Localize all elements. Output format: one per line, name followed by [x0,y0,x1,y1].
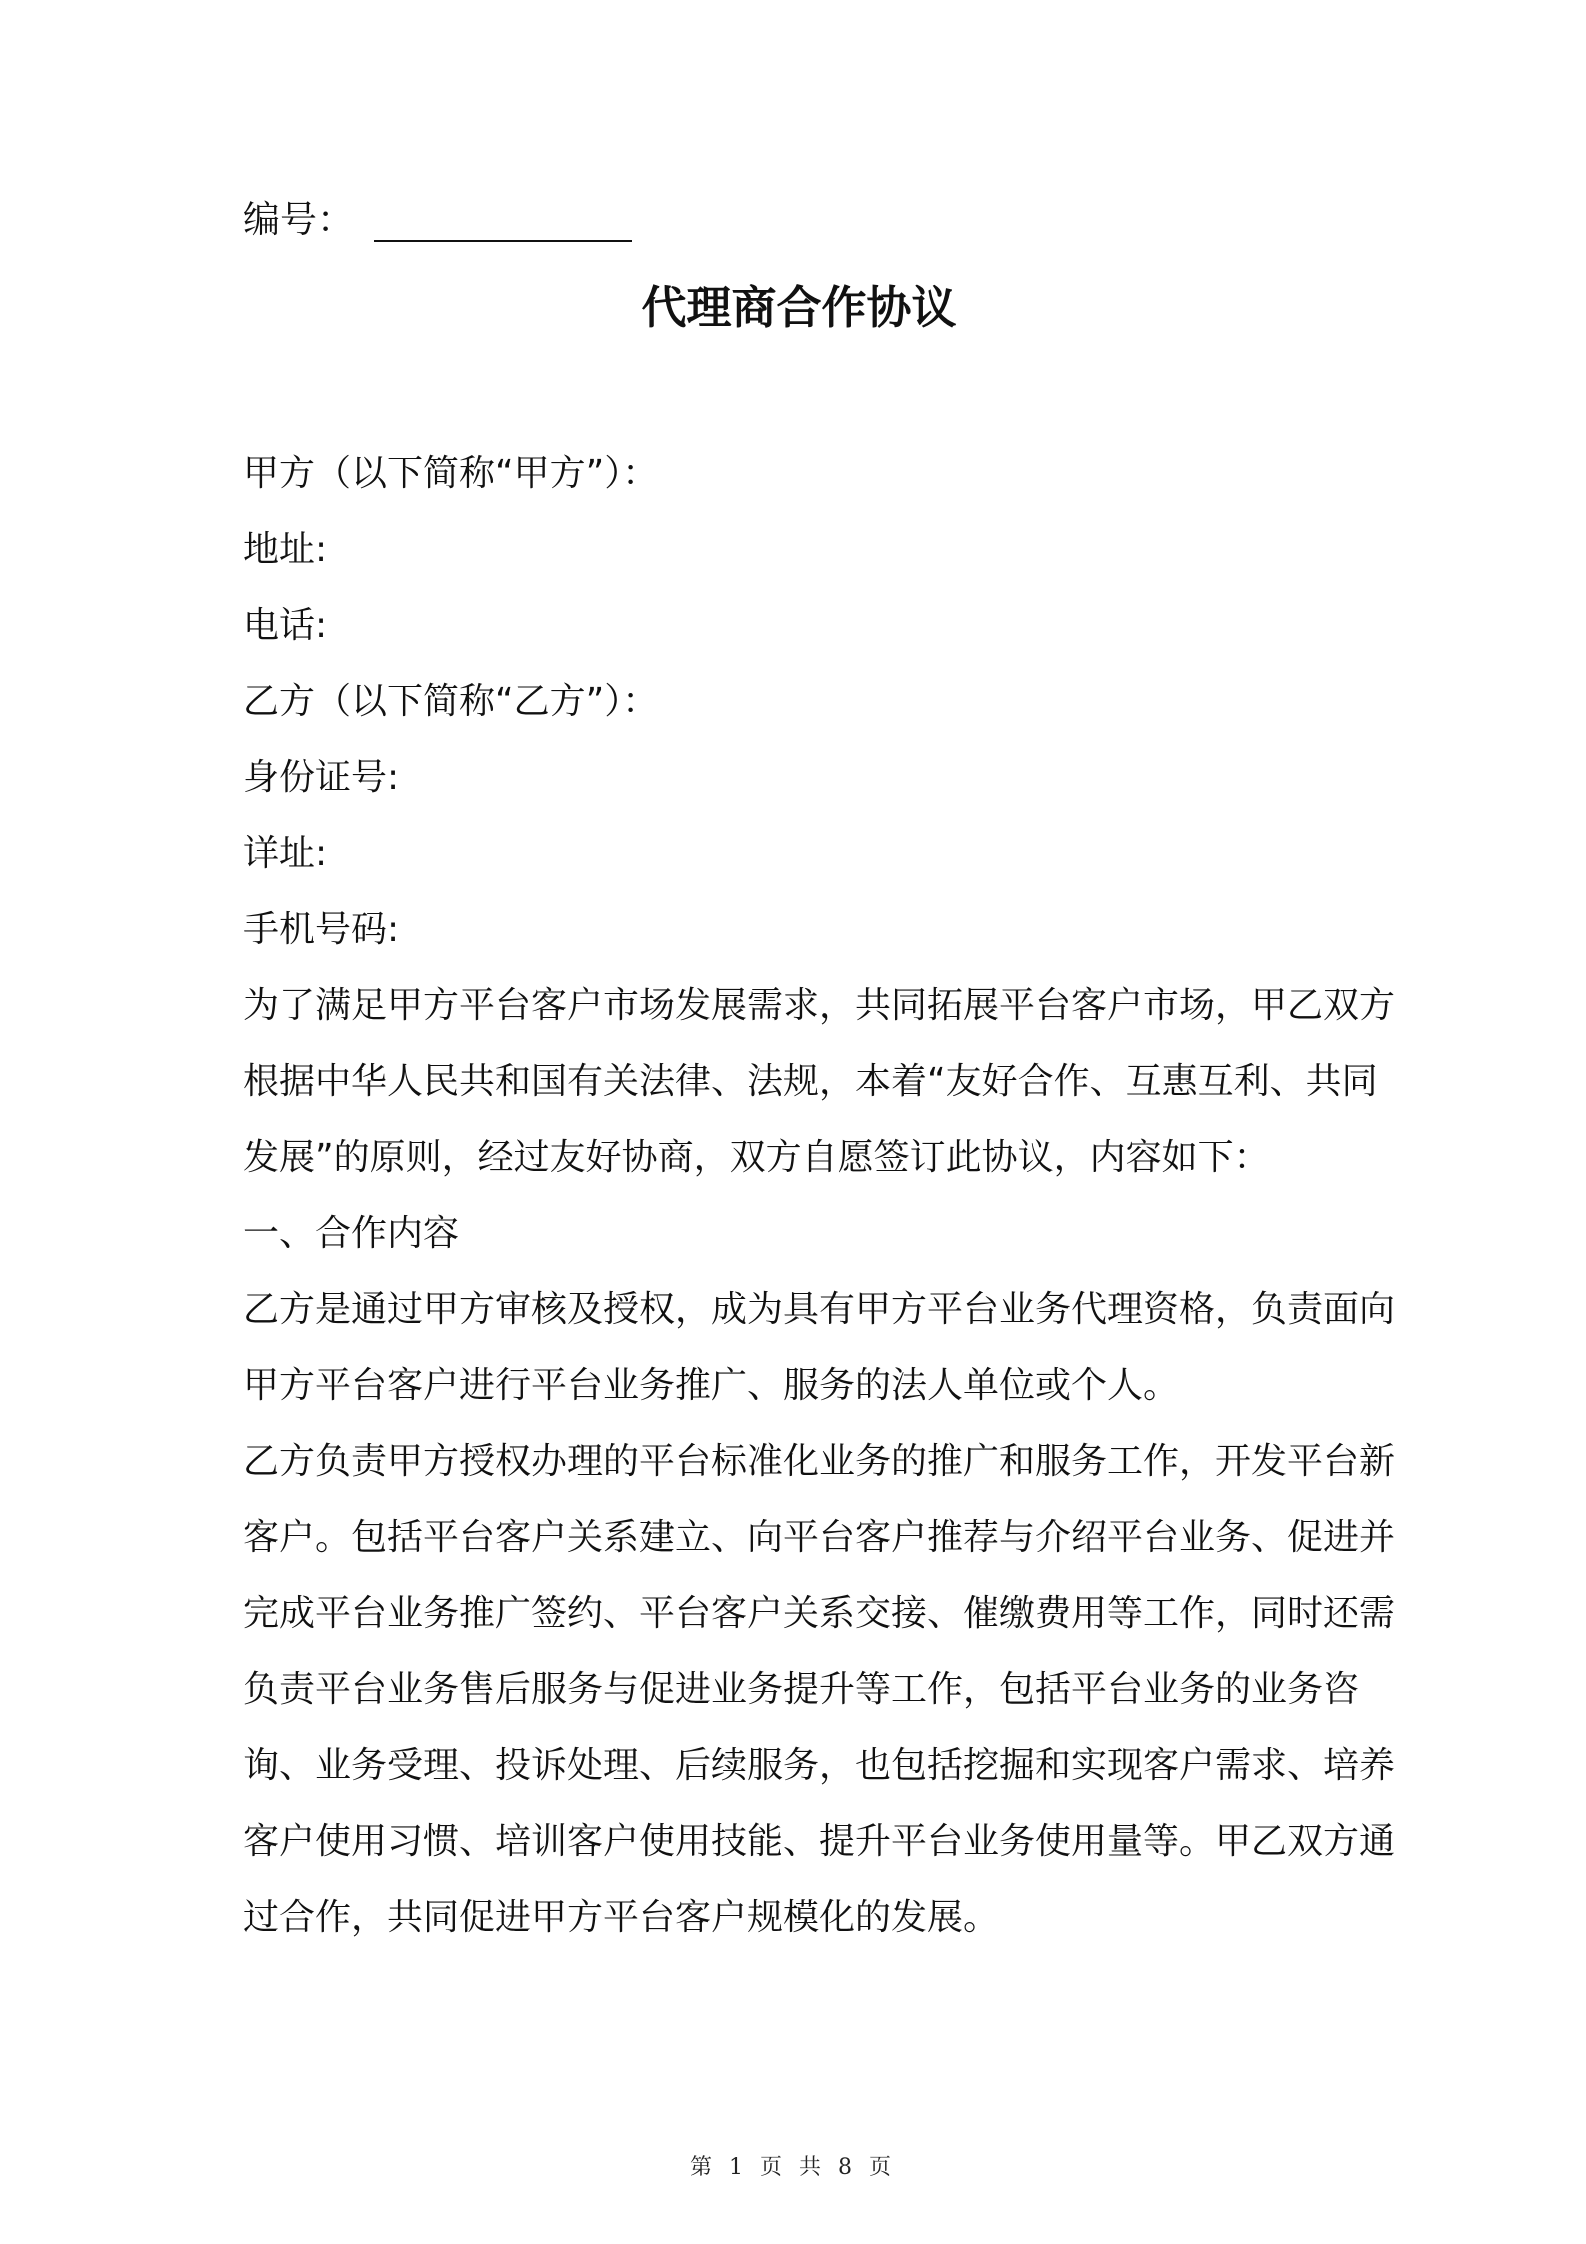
section-heading: 一、合作内容 [243,1213,460,1254]
document-body [243,190,1396,1956]
intro-line: 根据中华人民共和国有关法律、法规，本着“友好合作、互惠互利、共同 [243,1061,1378,1102]
paragraph-line: 乙方负责甲方授权办理的平台标准化业务的推广和服务工作，开发平台新 [243,1441,1396,1482]
page-number-footer: 第 1 页 共 8 页 [690,2155,896,2180]
intro-paragraph [243,968,1396,1196]
serial-number-blank [374,198,632,242]
paragraph-line: 客户使用习惯、培训客户使用技能、提升平台业务使用量等。甲乙双方通 [243,1821,1396,1862]
paragraph-line: 甲方平台客户进行平台业务推广、服务的法人单位或个人。 [243,1365,1180,1406]
phone-field: 电话: [243,605,328,646]
detailed-address-field: 详址: [243,833,328,874]
paragraph-line: 完成平台业务推广签约、平台客户关系交接、催缴费用等工作，同时还需 [243,1593,1396,1634]
id-number-field: 身份证号: [243,757,400,798]
party-b-field: 乙方（以下简称“乙方”）： [243,681,659,722]
party-info [243,436,1355,968]
intro-line: 为了满足甲方平台客户市场发展需求，共同拓展平台客户市场，甲乙双方 [243,985,1396,1026]
intro-line: 发展”的原则，经过友好协商，双方自愿签订此协议，内容如下： [243,1137,1270,1178]
section1-paragraph-1 [243,1272,1396,1424]
paragraph-line: 客户。包括平台客户关系建立、向平台客户推荐与介绍平台业务、促进并 [243,1517,1396,1558]
paragraph-line: 乙方是通过甲方审核及授权，成为具有甲方平台业务代理资格，负责面向 [243,1289,1396,1330]
party-a-field: 甲方（以下简称“甲方”）： [243,453,659,494]
address-field: 地址: [243,529,328,570]
serial-number-label: 编号： [243,198,354,241]
mobile-number-field: 手机号码: [243,909,400,950]
paragraph-line: 询、业务受理、投诉处理、后续服务，也包括挖掘和实现客户需求、培养 [243,1745,1396,1786]
paragraph-line: 负责平台业务售后服务与促进业务提升等工作，包括平台业务的业务咨 [243,1669,1360,1710]
document-title: 代理商合作协议 [641,281,957,334]
serial-number-row [243,190,1355,250]
paragraph-line: 过合作，共同促进甲方平台客户规模化的发展。 [243,1897,1000,1938]
section1-paragraph-2 [243,1424,1396,1956]
